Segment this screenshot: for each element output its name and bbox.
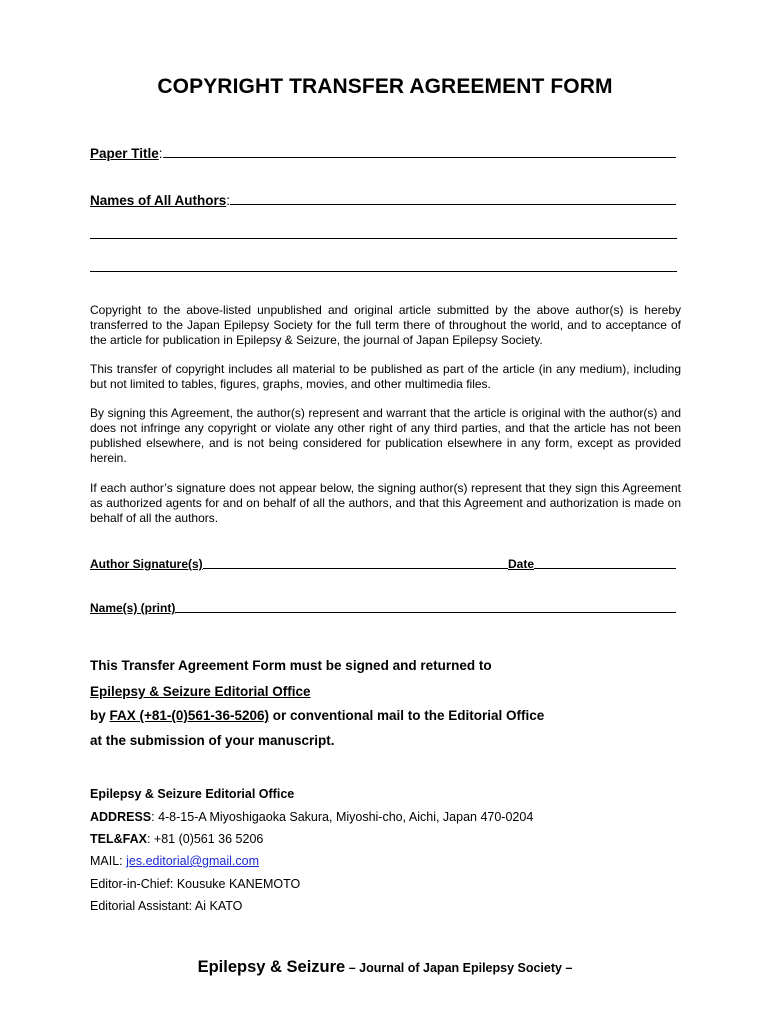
paragraph-scope: This transfer of copyright includes all material to be published as part of the article (in any medium), including but not limited to tables, figures, graphs, movies, and other multimedia files.: [90, 362, 681, 391]
paragraph-agents: If each author’s signature does not appear below, the signing author(s) represent that they sign this Agreement as authorized agents for and on behalf of all the authors, and that this Agreement and authorization is made on behalf of all the authors.: [90, 481, 681, 525]
author-signature-label: Author Signature(s): [90, 557, 203, 571]
paper-title-label: Paper Title: [90, 146, 159, 161]
notice-conventional-mail: or conventional mail to the Editorial Office: [268, 708, 545, 723]
authors-extra-line-1[interactable]: [90, 238, 677, 239]
page-title: COPYRIGHT TRANSFER AGREEMENT FORM: [157, 75, 613, 98]
authors-colon: :: [226, 193, 231, 208]
notice-by: by: [90, 708, 110, 723]
notice-fax-number: FAX (+81-(0)561-36-5206): [109, 708, 269, 723]
office-mail: [90, 854, 259, 868]
notice-office-name: Epilepsy & Seizure Editorial Office: [90, 684, 311, 699]
mail-label: MAIL:: [90, 854, 127, 868]
notice-line-2: [90, 684, 311, 699]
paragraph-warranty: By signing this Agreement, the author(s) represent and warrant that the article is original with the author(s) and does not infringe any copyright or violate any other right of any third parties, and that the article has not been published elsewhere, and is not being considered for publication elsewhere in any form, except as provided herein.: [90, 406, 681, 465]
office-heading: Epilepsy & Seizure Editorial Office: [90, 787, 295, 801]
date-label: Date: [507, 557, 534, 571]
notice-line-1: This Transfer Agreement Form must be signed and returned to: [90, 658, 492, 673]
names-print-line[interactable]: [175, 612, 676, 613]
address-value: : 4-8-15-A Miyoshigaoka Sakura, Miyoshi-cho, Aichi, Japan 470-0204: [151, 810, 534, 824]
signature-line[interactable]: [203, 568, 508, 569]
names-print-row[interactable]: [90, 599, 676, 615]
telfax-label: TEL&FAX: [90, 832, 147, 846]
date-line[interactable]: [534, 568, 676, 569]
telfax-value: : +81 (0)561 36 5206: [146, 832, 264, 846]
editor-in-chief: Editor-in-Chief: Kousuke KANEMOTO: [90, 877, 301, 891]
footer: [0, 958, 770, 977]
footer-journal-name: Epilepsy & Seizure: [197, 958, 346, 976]
notice-line-4: at the submission of your manuscript.: [90, 733, 335, 748]
footer-subtitle: – Journal of Japan Epilepsy Society –: [345, 961, 573, 975]
office-address: [90, 810, 533, 824]
email-link[interactable]: jes.editorial@gmail.com: [126, 854, 259, 868]
authors-extra-line-2[interactable]: [90, 271, 677, 272]
paper-title-field[interactable]: [90, 143, 676, 161]
authors-line[interactable]: [230, 203, 676, 205]
editorial-assistant: Editorial Assistant: Ai KATO: [90, 899, 243, 913]
authors-label: Names of All Authors: [90, 193, 227, 208]
paragraph-transfer: Copyright to the above-listed unpublished and original article submitted by the above author(s) is hereby transferred to the Japan Epilepsy Society for the full term there of throughout the world, and to acceptance of the article for publication in Epilepsy & Seizure, the journal of Japan Epilepsy Society.: [90, 303, 681, 347]
notice-line-3: [90, 708, 544, 723]
authors-field[interactable]: [90, 190, 676, 208]
paper-title-line[interactable]: [163, 156, 676, 158]
address-label: ADDRESS: [90, 810, 152, 824]
office-telfax: [90, 832, 263, 846]
paper-title-colon: :: [158, 146, 163, 161]
names-print-label: Name(s) (print): [90, 601, 176, 615]
signature-row[interactable]: [90, 555, 676, 571]
